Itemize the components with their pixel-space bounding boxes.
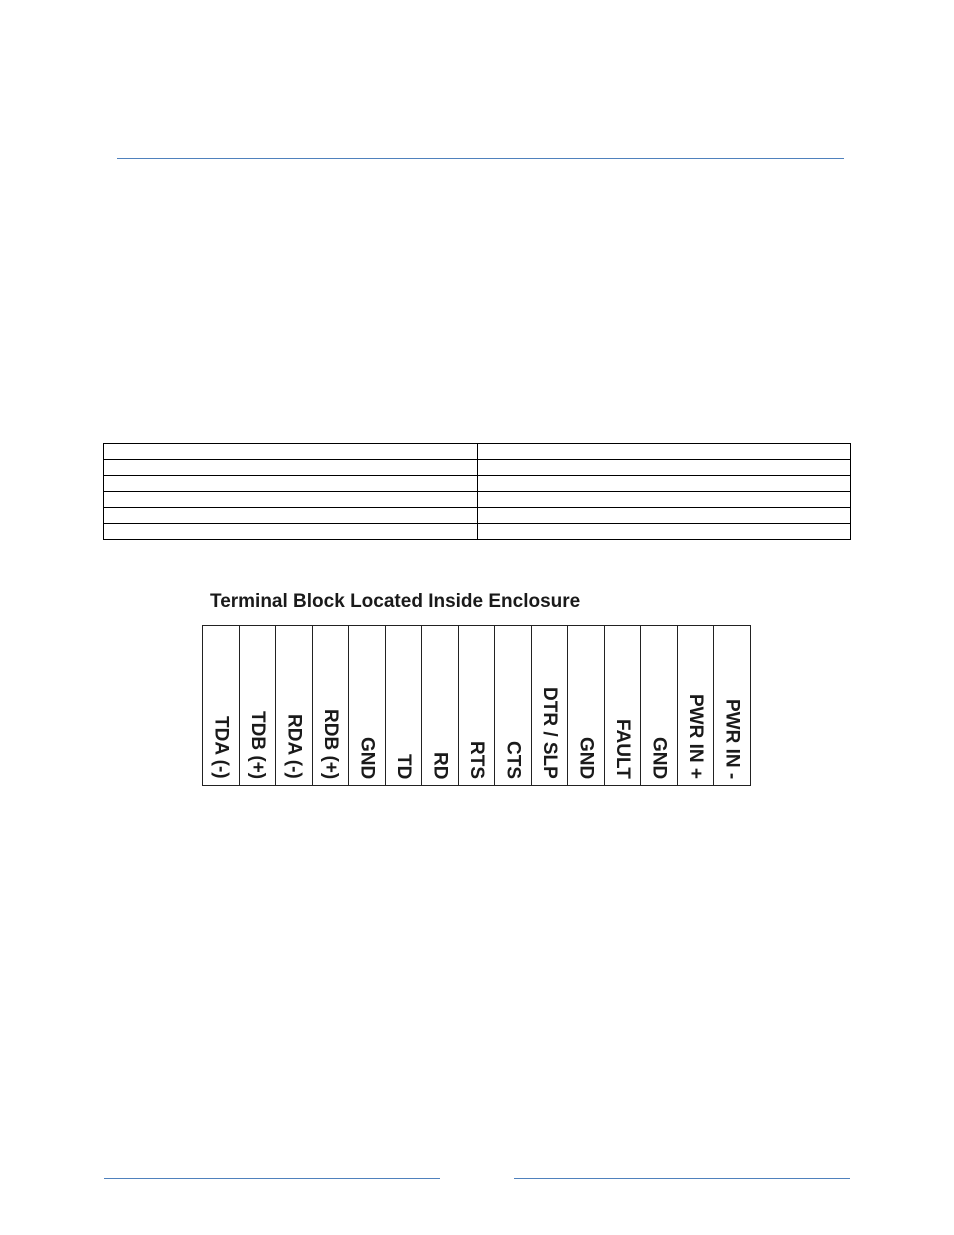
table-row <box>104 524 851 540</box>
terminal-label: RTS <box>465 741 487 779</box>
terminal-label: GND <box>356 736 378 779</box>
terminal-label: RD <box>429 751 451 779</box>
table-cell <box>104 476 478 492</box>
table-cell <box>477 524 851 540</box>
table-row <box>104 476 851 492</box>
terminal-block-title: Terminal Block Located Inside Enclosure <box>210 591 581 612</box>
header-rule <box>117 158 844 159</box>
terminal-cell <box>568 626 605 785</box>
terminal-label: GND <box>575 736 597 779</box>
empty-table <box>103 443 851 540</box>
table-cell <box>104 460 478 476</box>
terminal-cell <box>678 626 715 785</box>
terminal-cell <box>386 626 423 785</box>
terminal-label: TD <box>392 753 414 779</box>
table-cell <box>477 444 851 460</box>
table-cell <box>477 492 851 508</box>
table-cell <box>477 460 851 476</box>
terminal-cell <box>313 626 350 785</box>
table-cell <box>477 476 851 492</box>
terminal-label: RDB (+) <box>319 708 341 779</box>
terminal-cell <box>203 626 240 785</box>
terminal-cell <box>422 626 459 785</box>
footer-rule-right <box>514 1178 850 1179</box>
terminal-label: PWR IN - <box>721 698 743 779</box>
table-cell <box>104 492 478 508</box>
table-cell <box>477 508 851 524</box>
terminal-label: TDA (-) <box>210 716 232 779</box>
terminal-cell <box>276 626 313 785</box>
terminal-label: RDA (-) <box>283 714 305 779</box>
terminal-cell <box>714 626 750 785</box>
terminal-cell <box>349 626 386 785</box>
terminal-label: CTS <box>502 741 524 779</box>
table-cell <box>104 444 478 460</box>
table-row <box>104 444 851 460</box>
footer-rule-left <box>104 1178 440 1179</box>
terminal-label: DTR / SLP <box>539 687 561 779</box>
terminal-label: TDB (+) <box>246 710 268 779</box>
terminal-cell <box>605 626 642 785</box>
table-row <box>104 492 851 508</box>
table-cell <box>104 524 478 540</box>
terminal-block-diagram <box>202 625 751 786</box>
terminal-cell <box>240 626 277 785</box>
table-row <box>104 508 851 524</box>
table-cell <box>104 508 478 524</box>
terminal-cell <box>532 626 569 785</box>
terminal-cell <box>641 626 678 785</box>
terminal-label: GND <box>648 736 670 779</box>
terminal-label: FAULT <box>612 719 634 779</box>
terminal-cell <box>495 626 532 785</box>
terminal-label: PWR IN + <box>685 694 707 779</box>
table-row <box>104 460 851 476</box>
terminal-cell <box>459 626 496 785</box>
